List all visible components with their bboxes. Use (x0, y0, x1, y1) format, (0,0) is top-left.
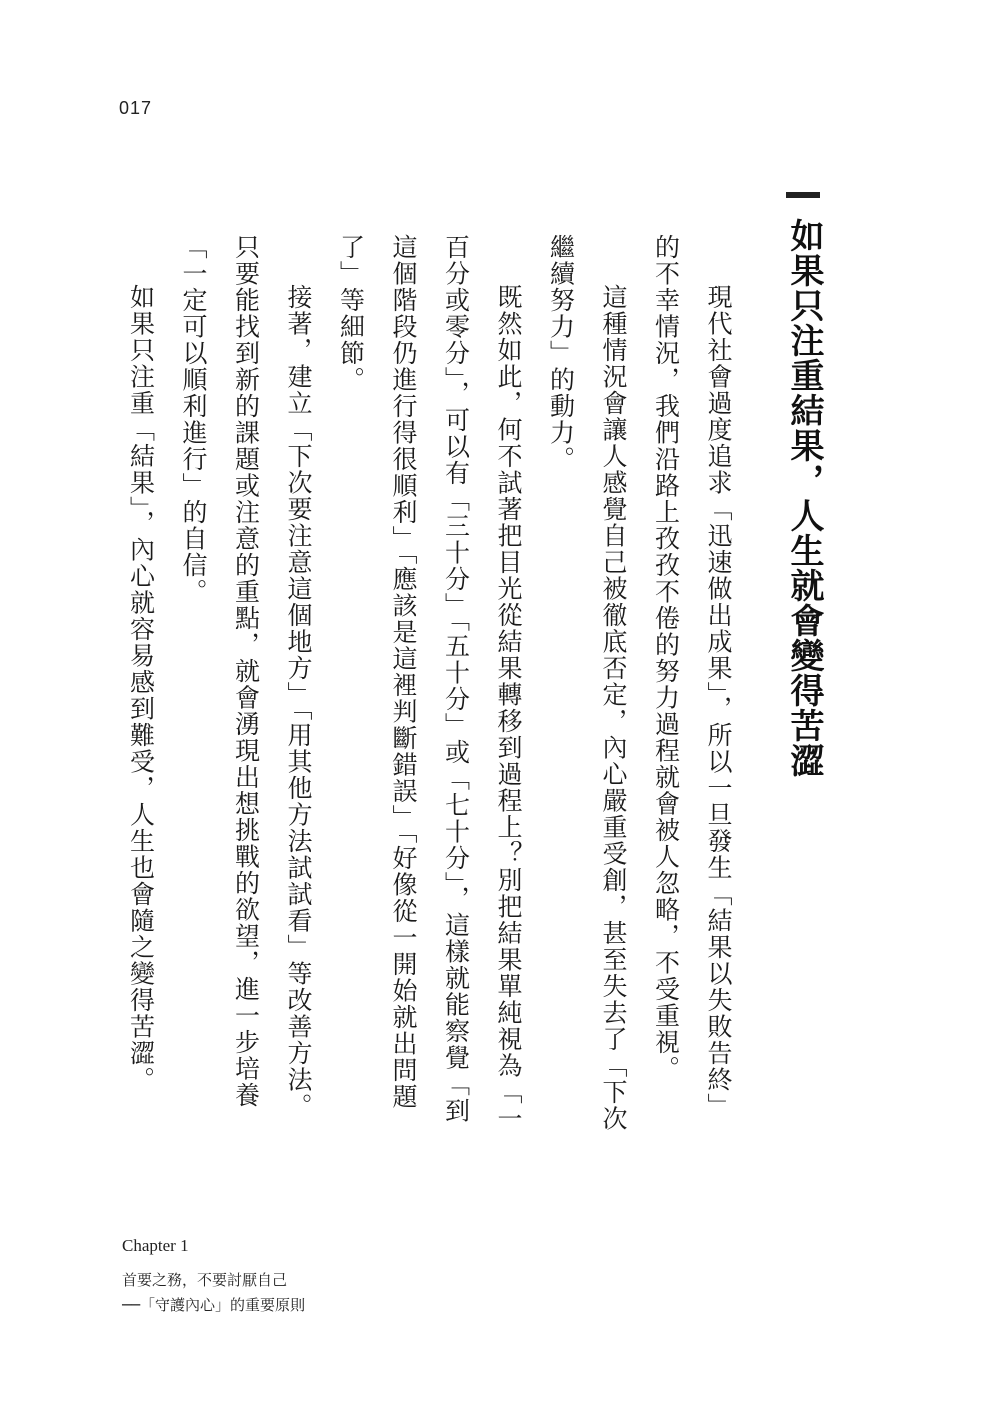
footer-chapter-titles (122, 1268, 305, 1318)
paragraph: 如果只注重「結果」，內心就容易感到難受，人生也會隨之變得苦澀。 (126, 284, 156, 1093)
paragraph: 既然如此，何不試著把目光從結果轉移到過程上？別把結果單純視為「一百分或零分」，可以有「三十分」「五十分」或「七十分」，這樣就能察覺「到這個階段仍進行得很順利」「應該是這裡判斷錯誤」「好像從一開始就出問題了」等細節。 (336, 234, 523, 1132)
heading-bar (786, 192, 820, 198)
paragraph: 接著，建立「下次要注意這個地方」「用其他方法試試看」等改善方法。只要能找到新的課題或注意的重點，就會湧現出想挑戰的欲望，進一步培養「一定可以順利進行」的自信。 (179, 234, 313, 1120)
page-number: 017 (119, 98, 153, 118)
footer-chapter-subtitle: ──「守護內心」的重要原則 (122, 1296, 306, 1314)
footer-chapter: Chapter 1 (122, 1236, 189, 1255)
body-text (114, 234, 744, 1134)
paragraph: 現代社會過度追求「迅速做出成果」，所以一旦發生「結果以失敗告終」的不幸情況，我們沿路上孜孜不倦的努力過程就會被人忽略，不受重視。 (651, 234, 733, 1120)
paragraph: 這種情況會讓人感覺自己被徹底否定，內心嚴重受創，甚至失去了「下次繼續努力」的動力。 (546, 234, 628, 1132)
footer-chapter-title: 首要之務，不要討厭自己 (122, 1271, 288, 1289)
section-heading: 如果只注重結果，人生就會變得苦澀 (784, 218, 824, 778)
